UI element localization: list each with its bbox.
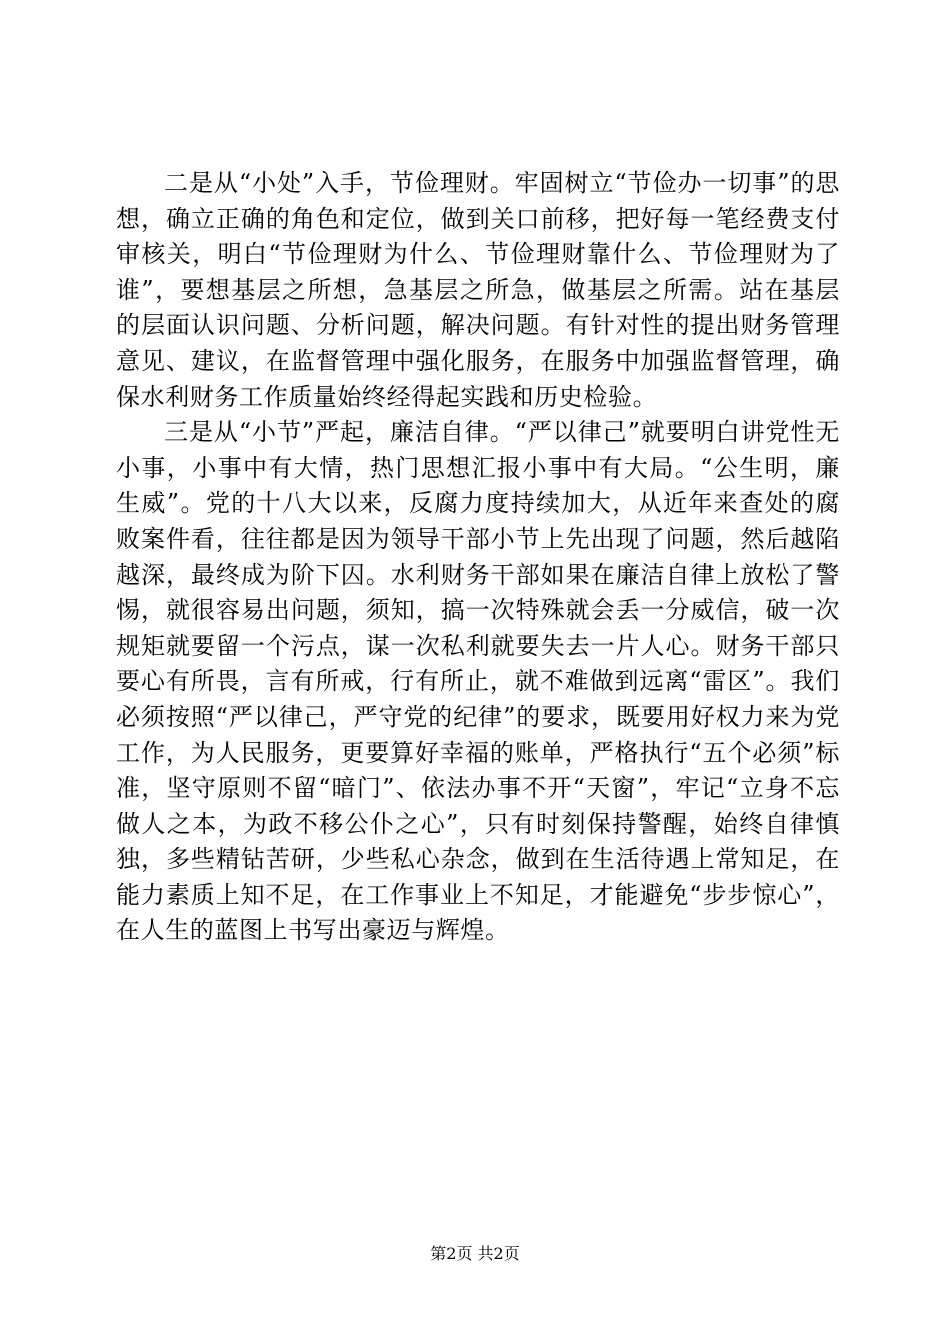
paragraph-self-discipline: 三是从“小节”严起，廉洁自律。“严以律己”就要明白讲党性无小事，小事中有大情，热门思想汇报小事中有大局。“公生明，廉生威”。党的十八大以来，反腐力度持续加大，从近年来查处的腐败案件看，往往都是因为领导干部小节上先出现了问题，然后越陷越深，最终成为阶下囚。水利财务干部如果在廉洁自律上放松了警惕，就很容易出问题，须知，搞一次特殊就会丢一分威信，破一次规矩就要留一个污点，谋一次私利就要失去一片人心。财务干部只要心有所畏，言有所戒，行有所止，就不难做到远离“雷区”。我们必须按照“严以律己，严守党的纪律”的要求，既要用好权力来为党工作，为人民服务，更要算好幸福的账单，严格执行“五个必须”标准，坚守原则不留“暗门”、依法办事不开“天窗”，牢记“立身不忘做人之本，为政不移公仆之心”，只有时刻保持警醒，始终自律慎独，多些精钻苦研，少些私心杂念，做到在生活待遇上常知足，在能力素质上知不足，在工作事业上不知足，才能避免“步步惊心”，在人生的蓝图上书写出豪迈与辉煌。 <box>116 418 840 945</box>
paragraph-frugal-finance: 二是从“小处”入手，节俭理财。牢固树立“节俭办一切事”的思想，确立正确的角色和定位，做到关口前移，把好每一笔经费支付审核关，明白“节俭理财为什么、节俭理财靠什么、节俭理财为了谁”，要想基层之所想，急基层之所急，做基层之所需。站在基层的层面认识问题、分析问题，解决问题。有针对性的提出财务管理意见、建议，在监督管理中强化服务，在服务中加强监督管理，确保水利财务工作质量始终经得起实践和历史检验。 <box>116 169 840 411</box>
page-footer: 第2页 共2页 <box>430 1244 520 1263</box>
document-body <box>116 166 840 949</box>
